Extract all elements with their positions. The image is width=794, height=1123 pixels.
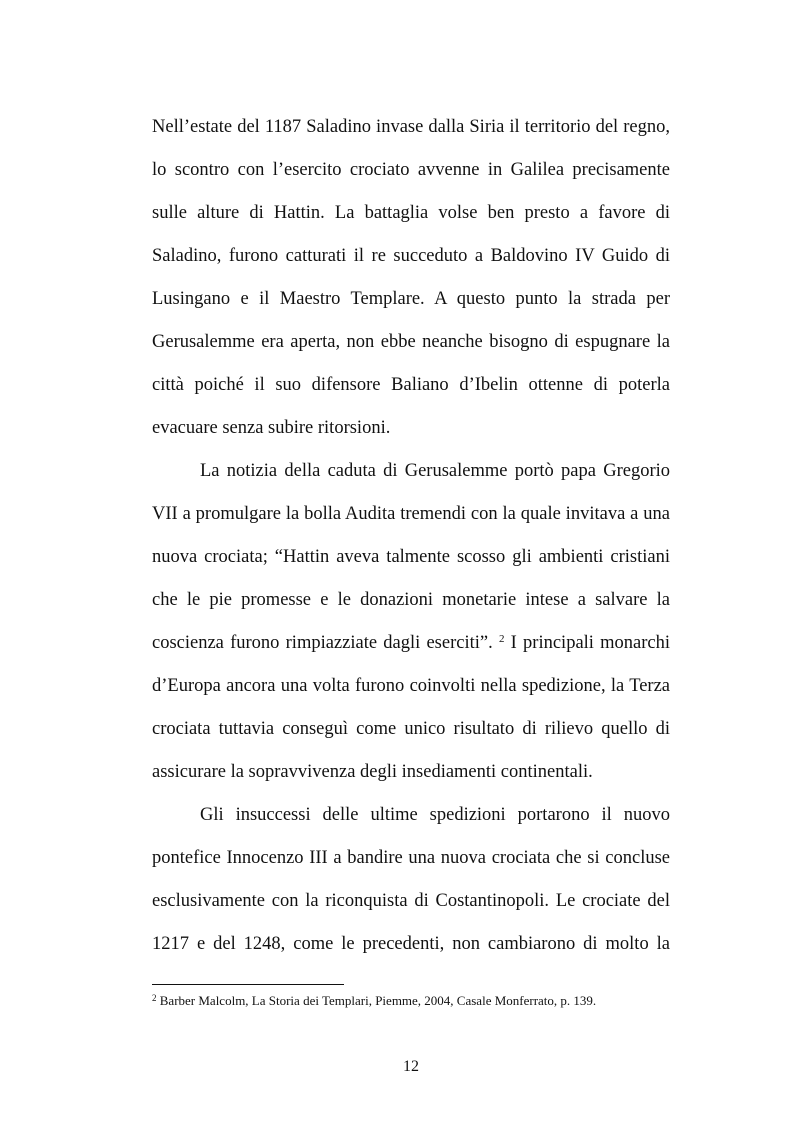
paragraph-1-line-1: Nell’estate del 1187 Saladino invase dalla Siria il territorio del regno,: [152, 117, 670, 137]
paragraph-1-line-4: Saladino, furono catturati il re succeduto a Baldovino IV Guido di: [152, 246, 670, 266]
paragraph-3-line-2: pontefice Innocenzo III a bandire una nuova crociata che si concluse: [152, 848, 670, 868]
paragraph-1-line-3: sulle alture di Hattin. La battaglia volse ben presto a favore di: [152, 203, 670, 223]
paragraph-3-line-1: Gli insuccessi delle ultime spedizioni portarono il nuovo: [200, 805, 670, 825]
paragraph-2-line-5-text: coscienza furono rimpiazziate dagli eserciti”.: [152, 633, 493, 653]
paragraph-2-line-2: VII a promulgare la bolla Audita tremendi con la quale invitava a una: [152, 504, 670, 524]
paragraph-1-line-6: Gerusalemme era aperta, non ebbe neanche bisogno di espugnare la: [152, 332, 670, 352]
paragraph-1-line-5: Lusingano e il Maestro Templare. A questo punto la strada per: [152, 289, 670, 309]
footnote-separator: [152, 984, 344, 985]
paragraph-3-line-4: 1217 e del 1248, come le precedenti, non cambiarono di molto la: [152, 934, 670, 954]
body-text: [152, 106, 670, 966]
paragraph-2-line-5: [152, 622, 670, 665]
paragraph-2-line-4: che le pie promesse e le donazioni monetarie intese a salvare la: [152, 590, 670, 610]
paragraph-2-line-5-text-after-note: I principali monarchi: [510, 633, 671, 653]
footnote: [152, 992, 712, 1010]
footnote-text: Barber Malcolm, La Storia dei Templari, Piemme, 2004, Casale Monferrato, p. 139.: [159, 993, 597, 1008]
paragraph-2-line-6: d’Europa ancora una volta furono coinvolti nella spedizione, la Terza: [152, 676, 670, 696]
paragraph-3-line-3: esclusivamente con la riconquista di Costantinopoli. Le crociate del: [152, 891, 670, 911]
paragraph-1-line-8: evacuare senza subire ritorsioni.: [152, 418, 391, 438]
paragraph-2-line-3: nuova crociata; “Hattin aveva talmente scosso gli ambienti cristiani: [152, 547, 670, 567]
page-number: 12: [403, 1058, 419, 1075]
paragraph-1-line-2: lo scontro con l’esercito crociato avvenne in Galilea precisamente: [152, 160, 670, 180]
footnote-reference[interactable]: 2: [498, 633, 505, 645]
paragraph-2-line-1: La notizia della caduta di Gerusalemme portò papa Gregorio: [200, 461, 670, 481]
paragraph-2-line-7: crociata tuttavia conseguì come unico risultato di rilievo quello di: [152, 719, 670, 739]
paragraph-1-line-7: città poiché il suo difensore Baliano d’Ibelin ottenne di poterla: [152, 375, 670, 395]
paragraph-2-line-8: assicurare la sopravvivenza degli insediamenti continentali.: [152, 762, 593, 782]
footnote-number: 2: [152, 993, 157, 1003]
